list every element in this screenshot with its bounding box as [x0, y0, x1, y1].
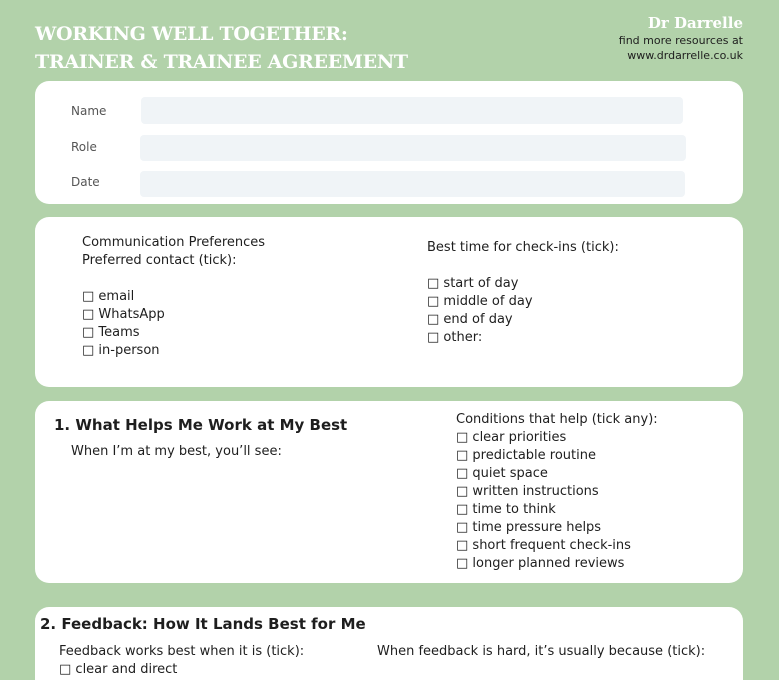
contact-option-teams[interactable]: □ Teams — [82, 325, 140, 340]
feedback-option-clear-direct[interactable]: □ clear and direct — [59, 662, 178, 677]
title-line-1: WORKING WELL TOGETHER: — [35, 23, 348, 45]
condition-option[interactable]: □ predictable routine — [456, 448, 596, 463]
brand-name: Dr Darrelle — [647, 14, 743, 32]
brand-tagline: find more resources at — [618, 34, 743, 47]
document-title — [35, 20, 408, 76]
brand-block — [619, 14, 743, 63]
condition-option[interactable]: □ longer planned reviews — [456, 556, 625, 571]
condition-option[interactable]: □ short frequent check-ins — [456, 538, 631, 553]
brand-website-link[interactable]: www.drdarrelle.co.uk — [627, 49, 743, 62]
condition-option[interactable]: □ clear priorities — [456, 430, 567, 445]
condition-option[interactable]: □ time pressure helps — [456, 520, 602, 535]
communication-title: Communication Preferences — [82, 235, 266, 250]
section-1-card — [35, 401, 743, 583]
feedback-works-label: Feedback works best when it is (tick): — [59, 644, 305, 659]
details-card — [35, 81, 743, 204]
feedback-hard-label: When feedback is hard, it’s usually because (tick): — [377, 644, 706, 659]
conditions-label: Conditions that help (tick any): — [456, 412, 658, 427]
checkin-column — [427, 239, 619, 347]
section-1-heading: 1. What Helps Me Work at My Best — [54, 416, 348, 434]
contact-option-in-person[interactable]: □ in-person — [82, 343, 160, 358]
checkin-option-other[interactable]: □ other: — [427, 330, 483, 345]
condition-option[interactable]: □ time to think — [456, 502, 556, 517]
contact-option-email[interactable]: □ email — [82, 289, 135, 304]
condition-option[interactable]: □ quiet space — [456, 466, 548, 481]
communication-card — [35, 217, 743, 387]
section-2-heading: 2. Feedback: How It Lands Best for Me — [40, 615, 366, 633]
date-field[interactable] — [140, 171, 685, 197]
contact-column — [82, 234, 265, 360]
date-label: Date — [71, 175, 100, 189]
role-label: Role — [71, 140, 97, 154]
checkin-option-end[interactable]: □ end of day — [427, 312, 513, 327]
condition-option[interactable]: □ written instructions — [456, 484, 599, 499]
section-2-card — [35, 607, 743, 680]
checkin-label: Best time for check-ins (tick): — [427, 240, 619, 255]
conditions-column — [456, 411, 658, 573]
role-field[interactable] — [140, 135, 686, 161]
checkin-option-start[interactable]: □ start of day — [427, 276, 519, 291]
name-label: Name — [71, 104, 107, 118]
title-line-2: TRAINER & TRAINEE AGREEMENT — [35, 51, 408, 73]
checkin-option-middle[interactable]: □ middle of day — [427, 294, 533, 309]
name-field[interactable] — [141, 97, 683, 124]
feedback-works-column — [59, 643, 304, 679]
contact-label: Preferred contact (tick): — [82, 253, 237, 268]
best-work-prompt: When I’m at my best, you’ll see: — [71, 444, 282, 459]
contact-option-whatsapp[interactable]: □ WhatsApp — [82, 307, 165, 322]
